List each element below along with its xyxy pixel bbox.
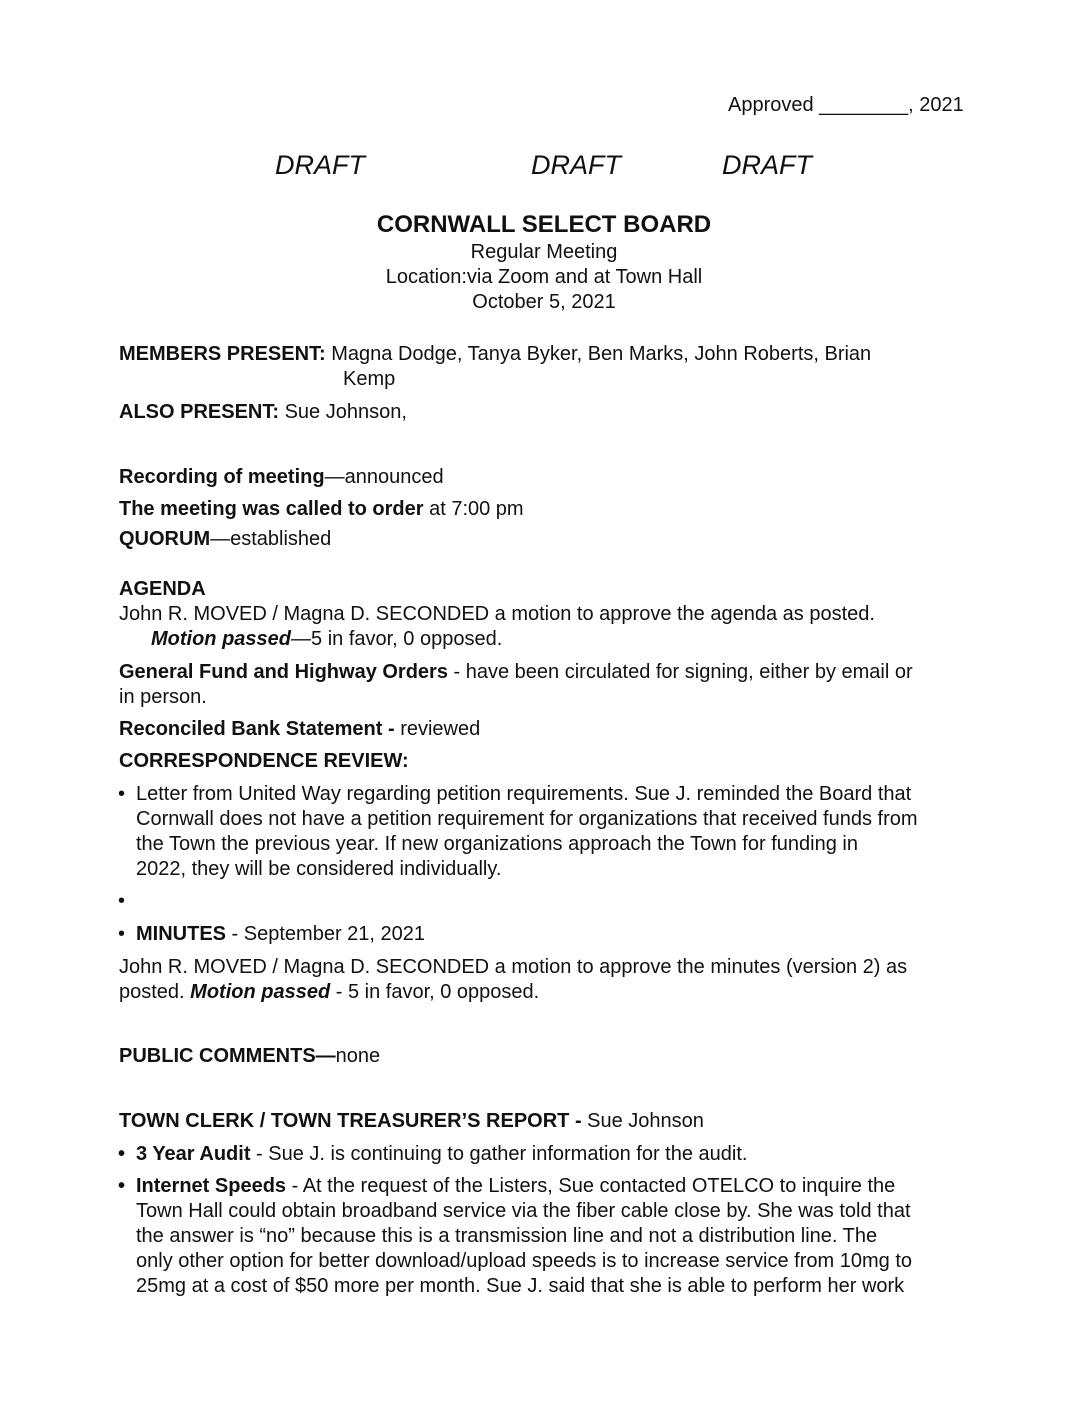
- agenda-result-label: Motion passed: [151, 628, 292, 650]
- recording-label: Recording of meeting: [119, 466, 325, 488]
- agenda-result: [151, 627, 502, 652]
- call-to-order-label: The meeting was called to order: [119, 498, 424, 520]
- bank-statement-value: reviewed: [400, 718, 481, 740]
- correspondence-heading: CORRESPONDENCE REVIEW:: [119, 750, 409, 772]
- orders-line1: [119, 660, 913, 685]
- minutes-motion-line1: John R. MOVED / Magna D. SECONDED a motion to approve the minutes (version 2) as: [119, 956, 908, 978]
- meeting-date: October 5, 2021: [472, 291, 616, 313]
- approved-line: Approved ________, 2021: [728, 94, 964, 116]
- internet-line-3: the answer is “no” because this is a transmission line and not a distribution line. The: [136, 1225, 878, 1247]
- internet-line-1: [136, 1174, 895, 1199]
- internet-line-2: Town Hall could obtain broadband service via the fiber cable close by. She was told that: [136, 1200, 911, 1222]
- bank-statement-label: Reconciled Bank Statement -: [119, 718, 401, 740]
- bullet-mark: •: [118, 1175, 126, 1197]
- also-present-label: ALSO PRESENT:: [119, 401, 280, 423]
- bullet-mark: •: [118, 783, 126, 805]
- call-to-order-line: [119, 497, 524, 522]
- audit-line: [136, 1142, 747, 1167]
- minutes-result-value: - 5 in favor, 0 opposed.: [330, 981, 540, 1003]
- minutes-date: - September 21, 2021: [226, 923, 426, 945]
- members-present-line2: Kemp: [343, 368, 396, 390]
- quorum-line: [119, 527, 331, 552]
- agenda-heading: AGENDA: [119, 578, 206, 600]
- document-title: CORNWALL SELECT BOARD: [376, 211, 712, 238]
- draft-label-1: DRAFT: [275, 150, 365, 180]
- meeting-type: Regular Meeting: [470, 241, 618, 263]
- minutes-line: [136, 922, 425, 947]
- minutes-result-label: Motion passed: [190, 981, 331, 1003]
- bank-statement-line: [119, 717, 480, 742]
- bullet-mark: •: [118, 923, 126, 945]
- internet-label: Internet Speeds: [136, 1175, 287, 1197]
- bullet-mark: •: [118, 890, 126, 912]
- internet-text-1: - At the request of the Listers, Sue contacted OTELCO to inquire the: [286, 1175, 896, 1197]
- correspondence-line-3: the Town the previous year. If new organizations approach the Town for funding in: [136, 833, 858, 855]
- correspondence-line-4: 2022, they will be considered individually.: [136, 858, 502, 880]
- report-heading: [119, 1109, 704, 1134]
- internet-line-4: only other option for better download/upload speeds is to increase service from 10mg to: [136, 1250, 912, 1272]
- quorum-label: QUORUM: [119, 528, 211, 550]
- correspondence-line-1: Letter from United Way regarding petition requirements. Sue J. reminded the Board that: [136, 783, 912, 805]
- recording-value: —announced: [324, 466, 444, 488]
- public-comments-value: none: [335, 1045, 381, 1067]
- quorum-value: —established: [210, 528, 332, 550]
- call-to-order-value: at 7:00 pm: [423, 498, 524, 520]
- audit-text: - Sue J. is continuing to gather information for the audit.: [250, 1143, 748, 1165]
- orders-text: - have been circulated for signing, either by email or: [447, 661, 913, 683]
- draft-label-3: DRAFT: [722, 150, 812, 180]
- meeting-location: Location:via Zoom and at Town Hall: [385, 266, 703, 288]
- recording-line: [119, 465, 444, 490]
- correspondence-line-2: Cornwall does not have a petition requirement for organizations that received funds from: [136, 808, 918, 830]
- minutes-motion-prefix: posted.: [119, 981, 191, 1003]
- minutes-motion-line2: [119, 980, 539, 1005]
- also-present-value: Sue Johnson,: [279, 401, 407, 423]
- agenda-result-value: —5 in favor, 0 opposed.: [291, 628, 503, 650]
- audit-label: 3 Year Audit: [136, 1143, 251, 1165]
- report-heading-value: Sue Johnson: [587, 1110, 704, 1132]
- also-present: [119, 400, 407, 425]
- report-heading-label: TOWN CLERK / TOWN TREASURER’S REPORT -: [119, 1110, 588, 1132]
- draft-label-2: DRAFT: [531, 150, 621, 180]
- members-present-line1: Magna Dodge, Tanya Byker, Ben Marks, John Roberts, Brian: [325, 343, 872, 365]
- public-comments-label: PUBLIC COMMENTS—: [119, 1045, 336, 1067]
- minutes-label: MINUTES: [136, 923, 226, 945]
- agenda-motion: John R. MOVED / Magna D. SECONDED a motion to approve the agenda as posted.: [119, 603, 875, 625]
- members-present-label: MEMBERS PRESENT:: [119, 343, 326, 365]
- orders-line2: in person.: [119, 686, 207, 708]
- orders-label: General Fund and Highway Orders: [119, 661, 448, 683]
- public-comments-line: [119, 1044, 380, 1069]
- internet-line-5: 25mg at a cost of $50 more per month. Sue J. said that she is able to perform her work: [136, 1275, 905, 1297]
- bullet-mark: •: [118, 1143, 126, 1165]
- members-present: [119, 342, 871, 367]
